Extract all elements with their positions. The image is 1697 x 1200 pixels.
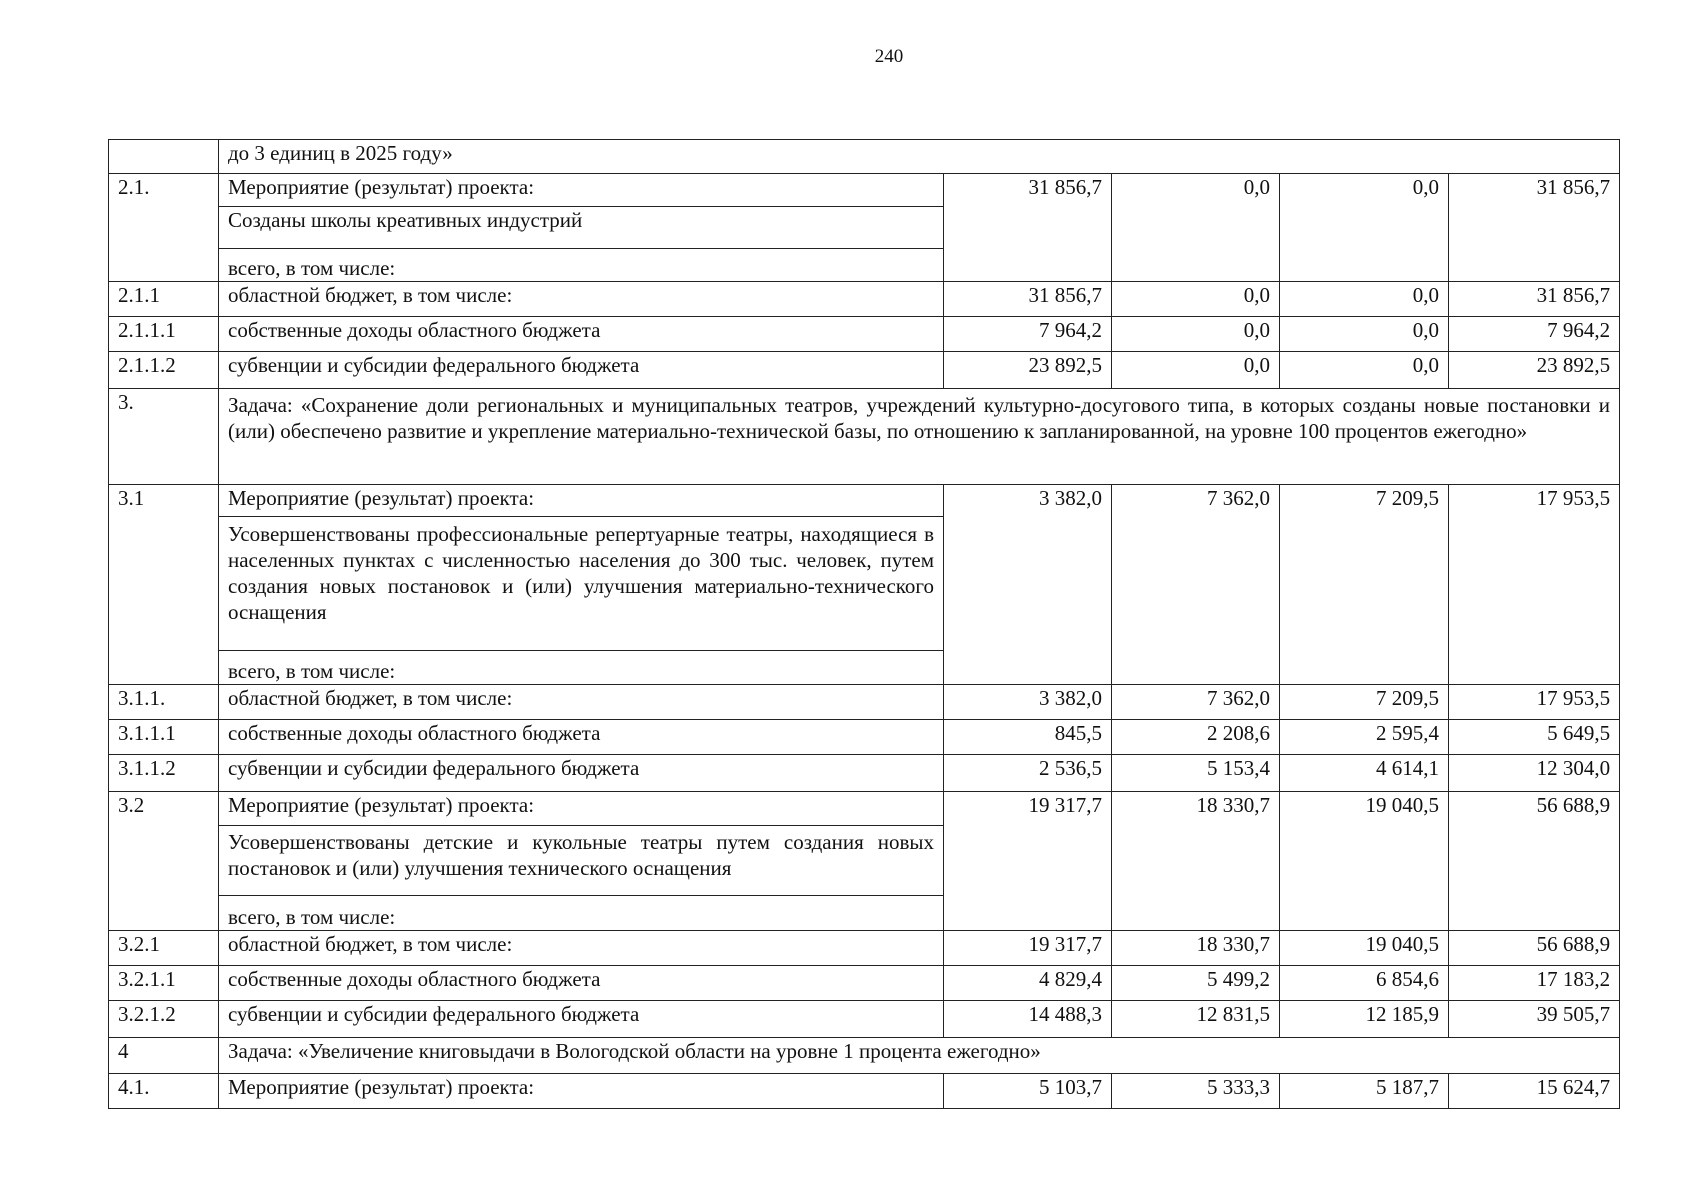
task-continuation-text: до 3 единиц в 2025 году» [219, 140, 1620, 174]
value-cell: 7 362,0 [1112, 485, 1280, 685]
table-row [109, 685, 1620, 720]
value-cell: 23 892,5 [944, 352, 1112, 389]
budget-table [108, 139, 1620, 1109]
value-cell: 18 330,7 [1112, 792, 1280, 931]
row-code: 3.2.1.1 [109, 966, 219, 1001]
value-cell: 39 505,7 [1449, 1001, 1620, 1038]
row-code: 3.1.1.1 [109, 720, 219, 755]
table-row [109, 1074, 1620, 1109]
table-row [109, 966, 1620, 1001]
value-cell: 19 317,7 [944, 931, 1112, 966]
table-row [109, 755, 1620, 792]
table-row [109, 485, 1620, 517]
activity-label: Мероприятие (результат) проекта: [219, 174, 944, 207]
value-cell: 845,5 [944, 720, 1112, 755]
row-code: 3. [109, 389, 219, 485]
value-cell: 15 624,7 [1449, 1074, 1620, 1109]
activity-label: Мероприятие (результат) проекта: [219, 485, 944, 517]
value-cell: 0,0 [1280, 317, 1449, 352]
row-code: 2.1.1.2 [109, 352, 219, 389]
row-code: 3.2.1 [109, 931, 219, 966]
table-row [109, 352, 1620, 389]
row-code [109, 140, 219, 174]
row-code: 4 [109, 1038, 219, 1074]
value-cell: 19 040,5 [1280, 931, 1449, 966]
table-row [109, 792, 1620, 826]
value-cell: 0,0 [1112, 352, 1280, 389]
row-label: областной бюджет, в том числе: [219, 685, 944, 720]
table-row [109, 140, 1620, 174]
value-cell: 7 964,2 [1449, 317, 1620, 352]
row-label: областной бюджет, в том числе: [219, 931, 944, 966]
value-cell: 6 854,6 [1280, 966, 1449, 1001]
table-row [109, 931, 1620, 966]
value-cell: 5 187,7 [1280, 1074, 1449, 1109]
value-cell: 12 185,9 [1280, 1001, 1449, 1038]
value-cell: 19 040,5 [1280, 792, 1449, 931]
table-row [109, 317, 1620, 352]
value-cell: 3 382,0 [944, 685, 1112, 720]
value-cell: 0,0 [1280, 282, 1449, 317]
table-row [109, 389, 1620, 485]
value-cell: 5 499,2 [1112, 966, 1280, 1001]
value-cell: 31 856,7 [944, 282, 1112, 317]
activity-label: Мероприятие (результат) проекта: [219, 1074, 944, 1109]
value-cell: 17 953,5 [1449, 485, 1620, 685]
table-row [109, 1001, 1620, 1038]
row-code: 2.1. [109, 174, 219, 282]
value-cell: 12 831,5 [1112, 1001, 1280, 1038]
value-cell: 3 382,0 [944, 485, 1112, 685]
value-cell: 31 856,7 [1449, 174, 1620, 282]
value-cell: 4 614,1 [1280, 755, 1449, 792]
task-text: Задача: «Сохранение доли региональных и муниципальных театров, учреждений культурно-досугового типа, в которых созданы новые постановки и (или) обеспечено развитие и укрепление материально-технической базы, по отношению к запланированной, на уровне 100 процентов ежегодно» [219, 389, 1620, 485]
activity-description: Усовершенствованы профессиональные репертуарные театры, находящиеся в населенных пунктах с численностью населения до 300 тыс. человек, путем создания новых постановок и (или) улучшения материально-технического оснащения [219, 517, 944, 651]
row-code: 3.2.1.2 [109, 1001, 219, 1038]
value-cell: 18 330,7 [1112, 931, 1280, 966]
row-label: субвенции и субсидии федерального бюджета [219, 352, 944, 389]
table-row [109, 174, 1620, 207]
value-cell: 0,0 [1280, 352, 1449, 389]
value-cell: 2 595,4 [1280, 720, 1449, 755]
row-label: собственные доходы областного бюджета [219, 317, 944, 352]
value-cell: 5 649,5 [1449, 720, 1620, 755]
row-code: 3.1 [109, 485, 219, 685]
value-cell: 23 892,5 [1449, 352, 1620, 389]
value-cell: 0,0 [1280, 174, 1449, 282]
row-label: собственные доходы областного бюджета [219, 966, 944, 1001]
total-label: всего, в том числе: [219, 651, 944, 685]
row-code: 3.1.1. [109, 685, 219, 720]
total-label: всего, в том числе: [219, 896, 944, 931]
row-code: 3.1.1.2 [109, 755, 219, 792]
value-cell: 4 829,4 [944, 966, 1112, 1001]
value-cell: 31 856,7 [944, 174, 1112, 282]
task-text: Задача: «Увеличение книговыдачи в Вологодской области на уровне 1 процента ежегодно» [219, 1038, 1620, 1074]
row-label: субвенции и субсидии федерального бюджета [219, 755, 944, 792]
row-code: 4.1. [109, 1074, 219, 1109]
activity-label: Мероприятие (результат) проекта: [219, 792, 944, 826]
value-cell: 14 488,3 [944, 1001, 1112, 1038]
value-cell: 31 856,7 [1449, 282, 1620, 317]
value-cell: 0,0 [1112, 174, 1280, 282]
value-cell: 17 953,5 [1449, 685, 1620, 720]
table-row [109, 282, 1620, 317]
page-number: 240 [874, 46, 904, 67]
value-cell: 2 536,5 [944, 755, 1112, 792]
total-label: всего, в том числе: [219, 249, 944, 282]
value-cell: 5 103,7 [944, 1074, 1112, 1109]
value-cell: 12 304,0 [1449, 755, 1620, 792]
row-label: субвенции и субсидии федерального бюджета [219, 1001, 944, 1038]
value-cell: 5 333,3 [1112, 1074, 1280, 1109]
value-cell: 19 317,7 [944, 792, 1112, 931]
activity-description: Созданы школы креативных индустрий [219, 207, 944, 249]
value-cell: 7 964,2 [944, 317, 1112, 352]
row-code: 3.2 [109, 792, 219, 931]
row-code: 2.1.1 [109, 282, 219, 317]
value-cell: 7 209,5 [1280, 485, 1449, 685]
value-cell: 56 688,9 [1449, 931, 1620, 966]
row-label: собственные доходы областного бюджета [219, 720, 944, 755]
table-row [109, 1038, 1620, 1074]
value-cell: 7 209,5 [1280, 685, 1449, 720]
value-cell: 0,0 [1112, 282, 1280, 317]
row-code: 2.1.1.1 [109, 317, 219, 352]
value-cell: 17 183,2 [1449, 966, 1620, 1001]
value-cell: 0,0 [1112, 317, 1280, 352]
table-row [109, 720, 1620, 755]
value-cell: 7 362,0 [1112, 685, 1280, 720]
row-label: областной бюджет, в том числе: [219, 282, 944, 317]
value-cell: 5 153,4 [1112, 755, 1280, 792]
activity-description: Усовершенствованы детские и кукольные театры путем создания новых постановок и (или) улучшения технического оснащения [219, 826, 944, 896]
value-cell: 56 688,9 [1449, 792, 1620, 931]
value-cell: 2 208,6 [1112, 720, 1280, 755]
